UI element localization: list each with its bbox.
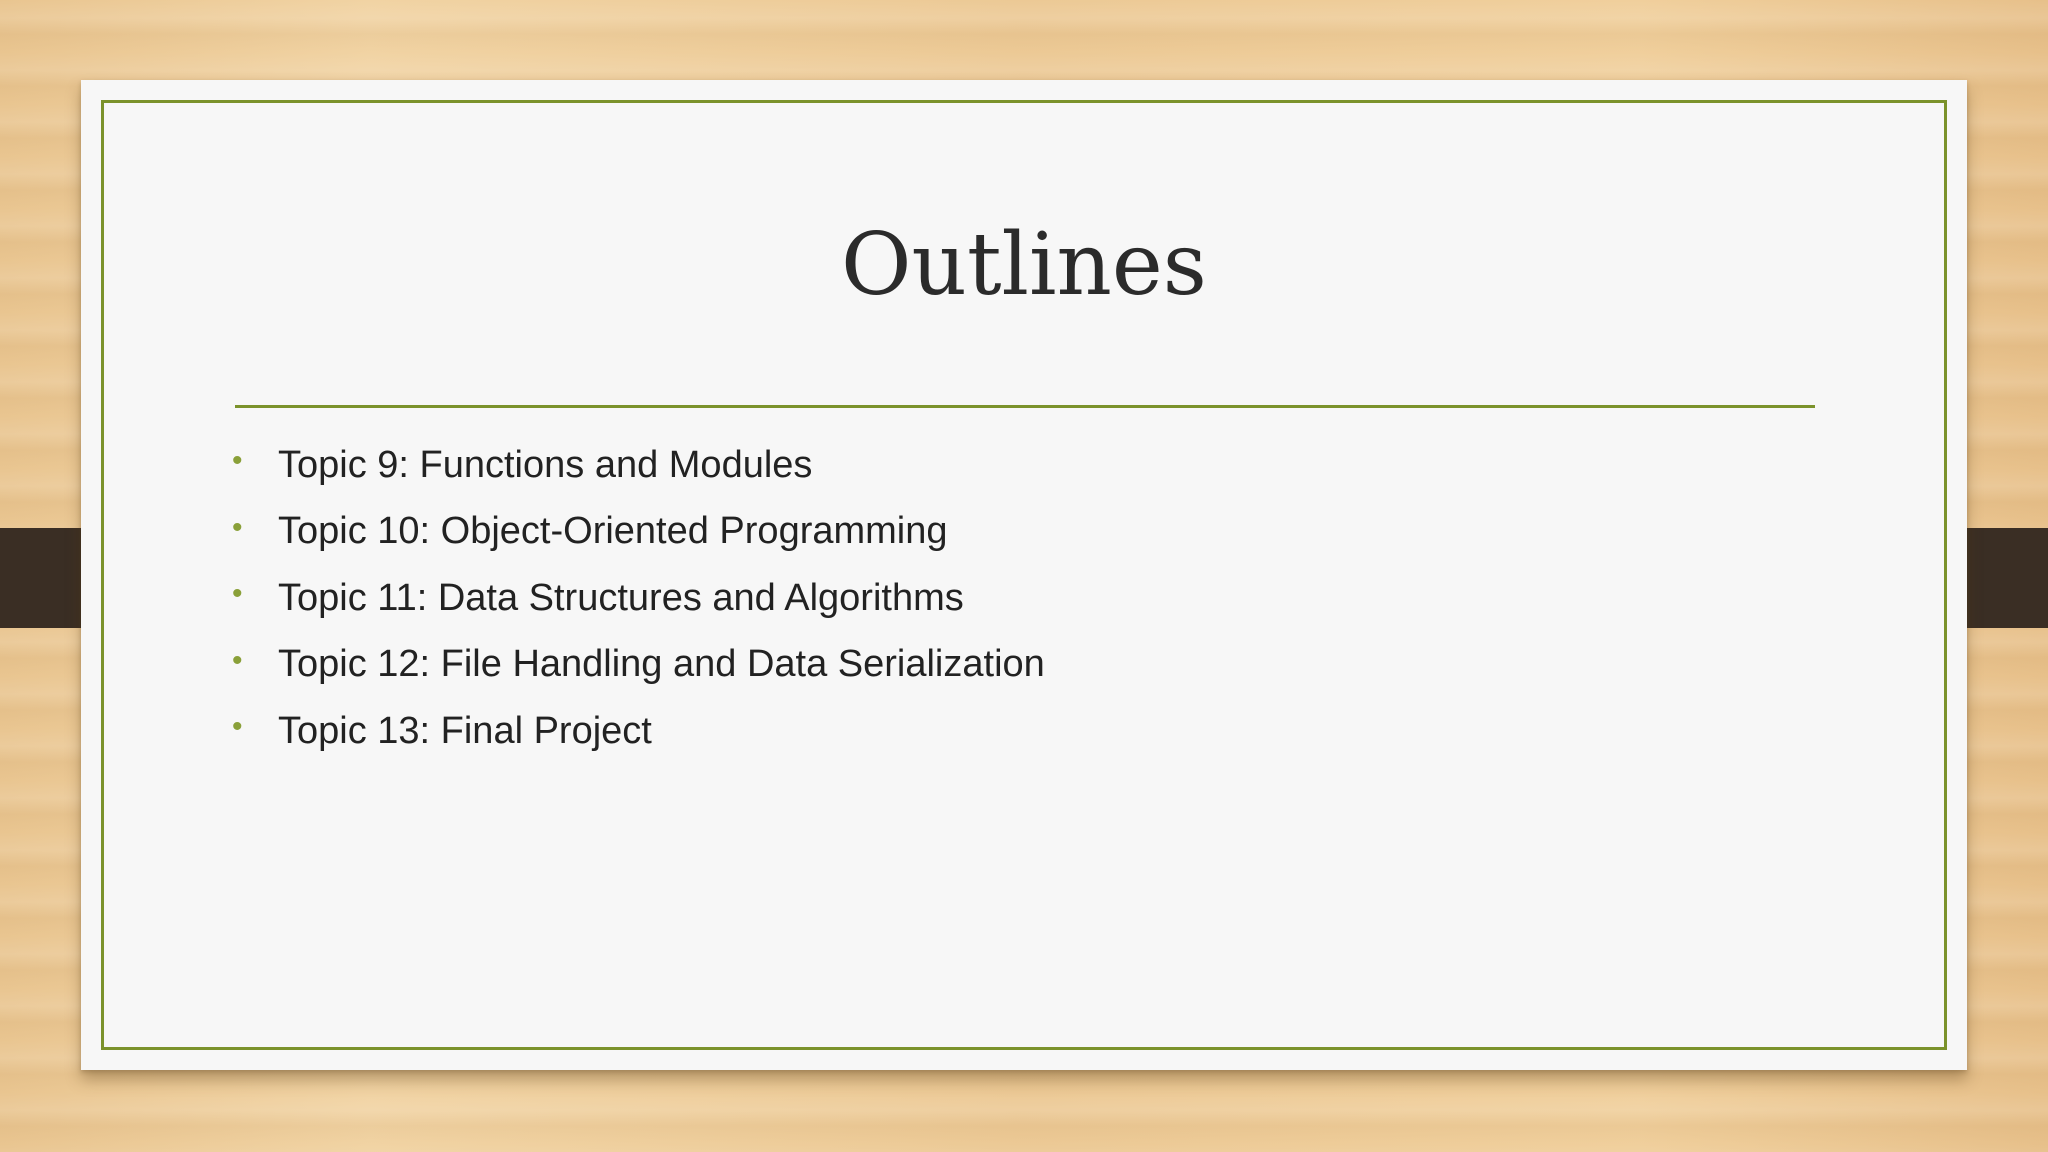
bullet-dot-icon: • [232,710,243,744]
bullet-text: Topic 9: Functions and Modules [278,443,813,486]
title-divider [235,405,1815,408]
bullet-text: Topic 11: Data Structures and Algorithms [278,576,964,619]
bullet-dot-icon: • [232,510,243,544]
bullet-list [232,432,1045,765]
bullet-text: Topic 10: Object-Oriented Programming [278,510,948,553]
slide-title: Outlines [841,215,1207,315]
bullet-item [232,698,1045,765]
bullet-dot-icon: • [232,577,243,611]
bullet-item [232,632,1045,699]
bullet-item [232,565,1045,632]
bullet-item [232,499,1045,566]
bullet-dot-icon: • [232,444,243,478]
bullet-text: Topic 12: File Handling and Data Serialization [278,643,1045,686]
bullet-text: Topic 13: Final Project [278,709,652,752]
bullet-item [232,432,1045,499]
bullet-dot-icon: • [232,643,243,677]
